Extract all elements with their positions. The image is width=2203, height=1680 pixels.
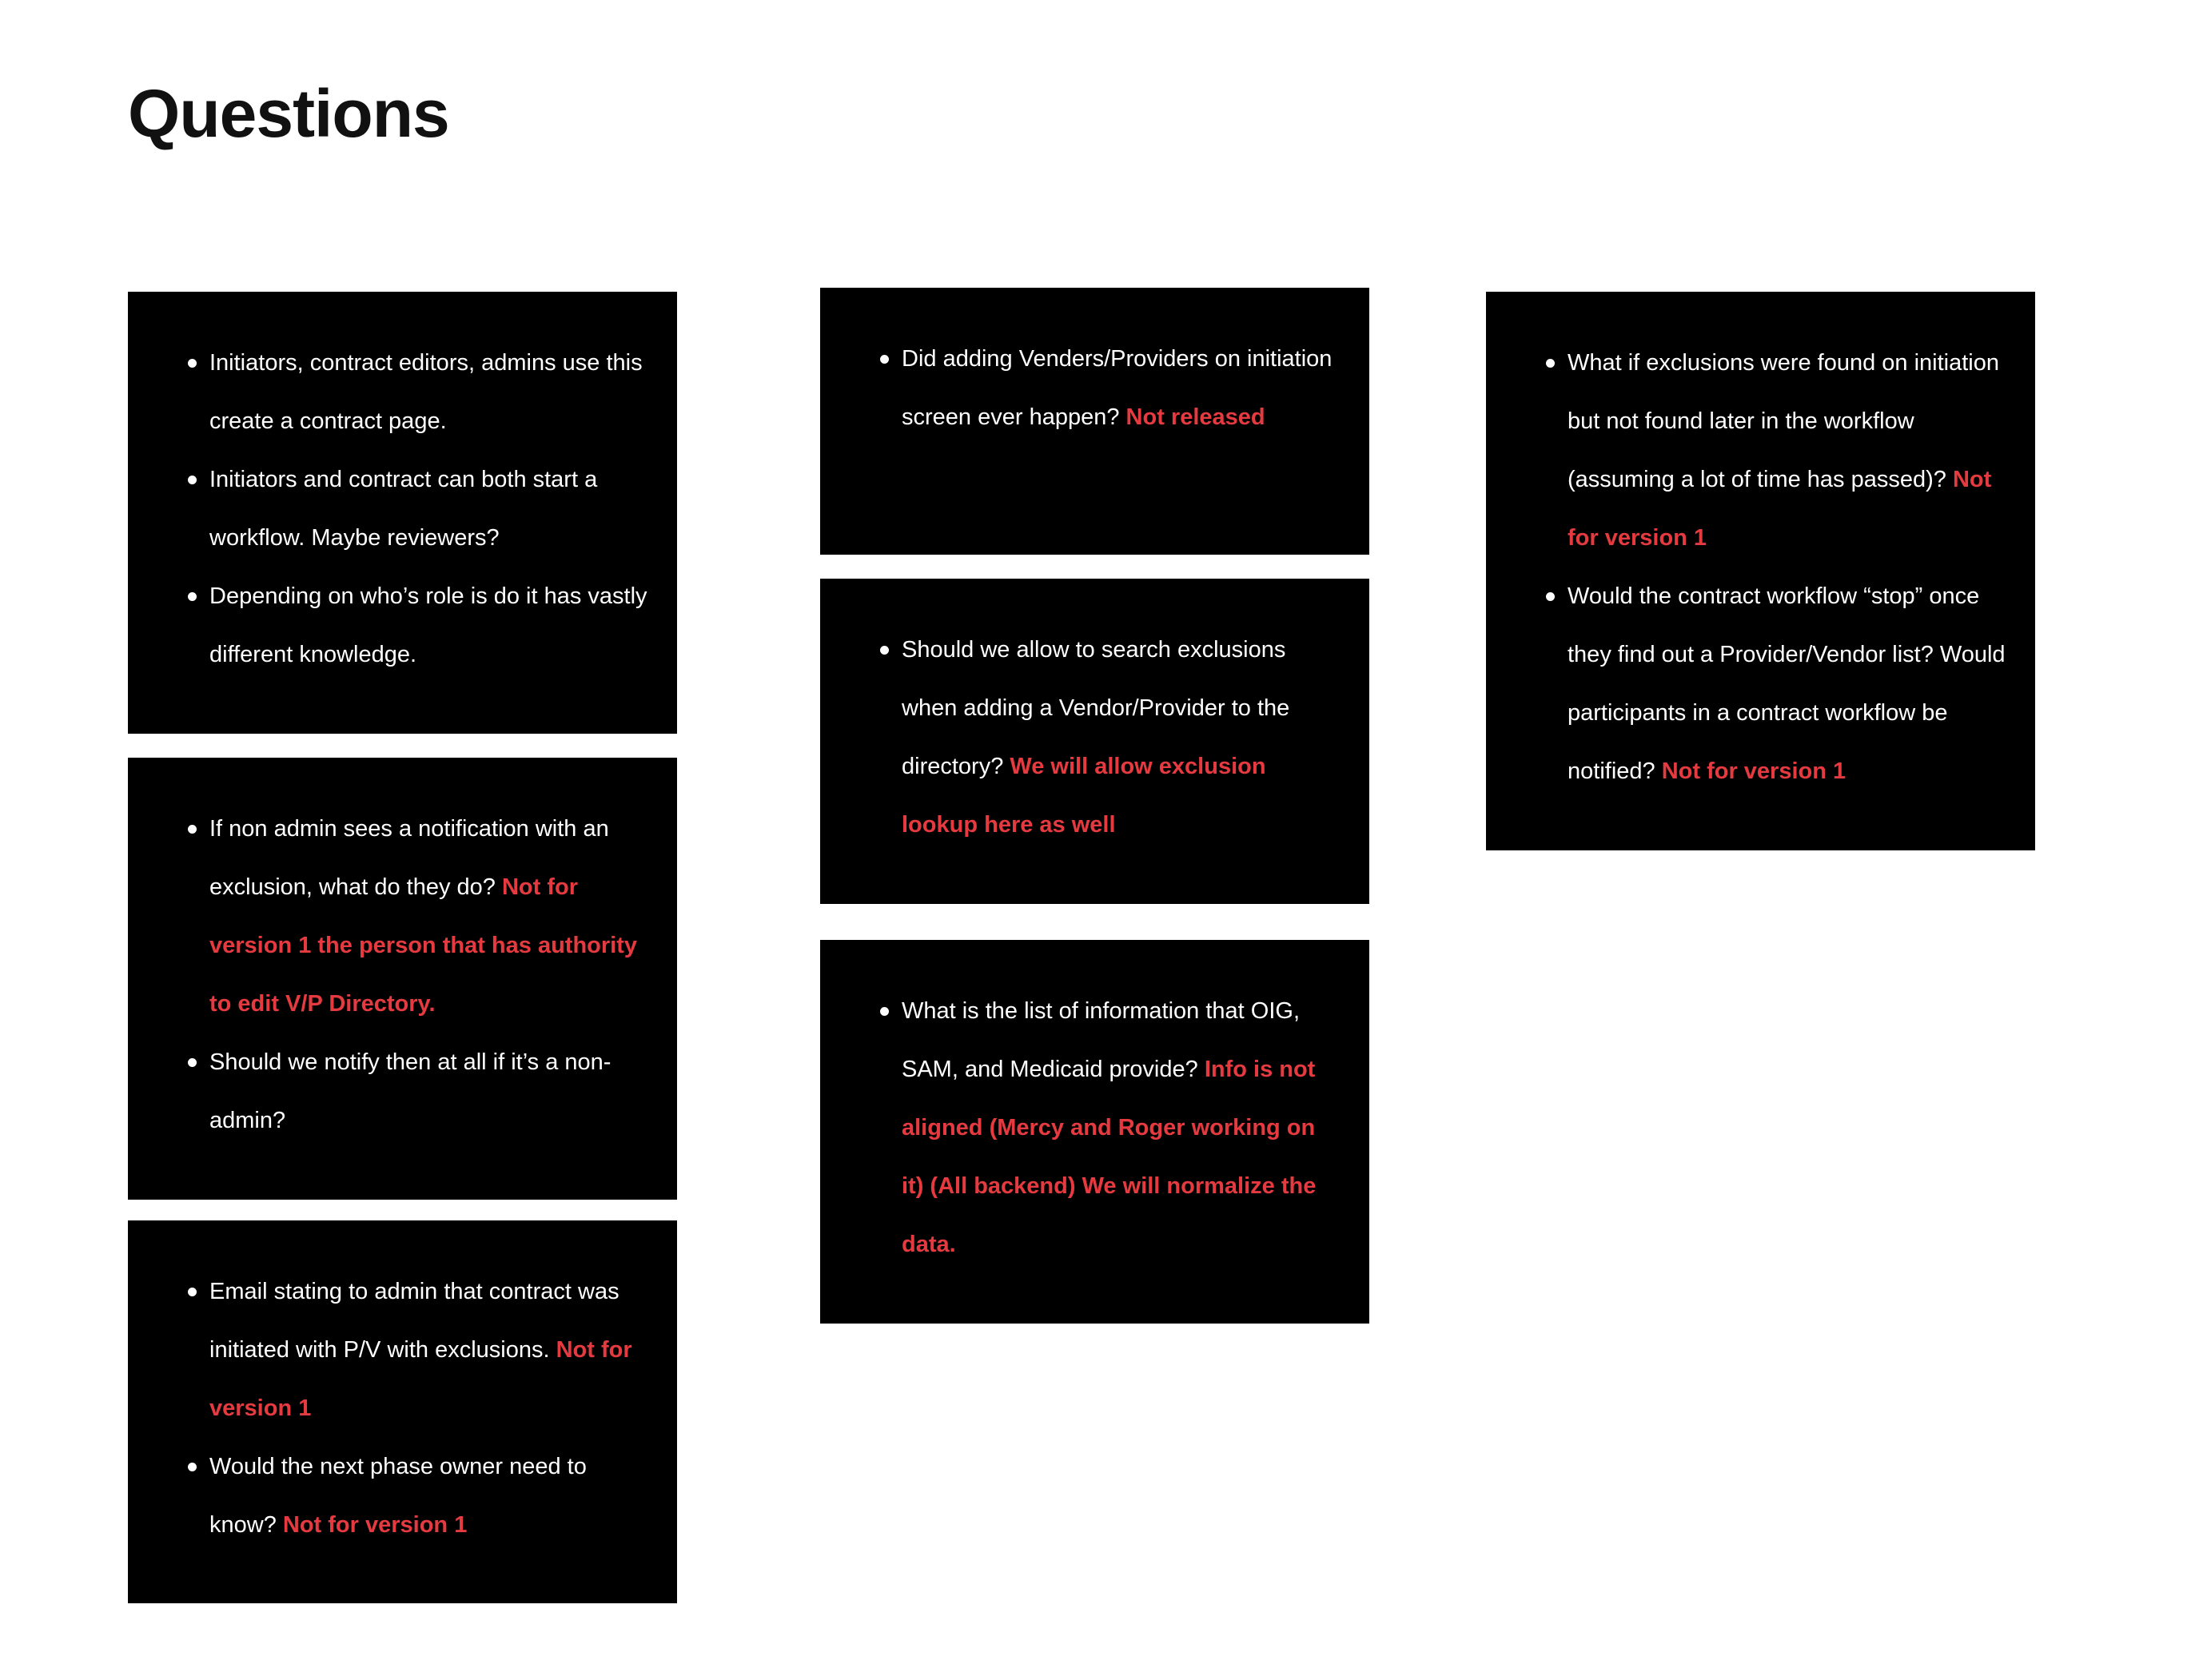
answer-note: Not for version 1 [209,1337,632,1421]
question-item [820,621,1369,854]
answer-note: Not for version 1 [282,1512,468,1538]
question-text: Initiators, contract editors, admins use this create a contract page. [209,350,643,434]
question-card [128,758,677,1200]
question-item [128,1033,677,1150]
question-text: What is the list of information that OIG, SAM, and Medicaid provide? [902,998,1301,1082]
question-item [1486,334,2035,567]
question-item [1486,567,2035,801]
question-item [128,567,677,684]
question-item [820,982,1369,1274]
question-list [1486,334,2035,801]
answer-note: Not for version 1 the person that has authority to edit V/P Directory. [209,874,637,1017]
answer-note: We will allow exclusion lookup here as well [902,754,1266,838]
question-text: Depending on who’s role is do it has vastly different knowledge. [209,583,647,667]
question-text: Should we notify then at all if it’s a non-admin? [209,1049,612,1133]
question-card [820,579,1369,904]
page-title: Questions [128,76,449,151]
question-card [1486,292,2035,850]
answer-note: Not released [1125,404,1265,430]
question-text: Did adding Venders/Providers on initiation screen ever happen? [902,346,1333,430]
question-list [128,334,677,684]
question-text: Would the contract workflow “stop” once they find out a Provider/Vendor list? Would participants in a contract workflow be notified? [1568,583,2006,784]
question-item [128,334,677,451]
question-list [128,800,677,1150]
question-item [128,451,677,567]
question-text: Initiators and contract can both start a workflow. Maybe reviewers? [209,467,598,551]
question-card [820,940,1369,1324]
question-text: Email stating to admin that contract was initiated with P/V with exclusions. [209,1279,619,1363]
question-item [128,1438,677,1555]
answer-note: Not for version 1 [1568,467,1992,551]
question-card [128,1220,677,1603]
question-list [820,982,1369,1274]
question-list [820,330,1369,447]
question-item [128,1263,677,1438]
question-text: Should we allow to search exclusions when adding a Vendor/Provider to the directory? [902,637,1290,779]
question-item [820,330,1369,447]
question-text: If non admin sees a notification with an exclusion, what do they do? [209,816,609,900]
answer-note: Info is not aligned (Mercy and Roger working on it) (All backend) We will normalize the data. [902,1057,1317,1257]
answer-note: Not for version 1 [1661,758,1846,784]
question-text: Would the next phase owner need to know? [209,1454,587,1538]
question-text: What if exclusions were found on initiation but not found later in the workflow (assuming a lot of time has passed)? [1568,350,2000,492]
question-list [128,1263,677,1555]
question-item [128,800,677,1033]
question-list [820,621,1369,854]
question-card [128,292,677,734]
question-card [820,288,1369,555]
